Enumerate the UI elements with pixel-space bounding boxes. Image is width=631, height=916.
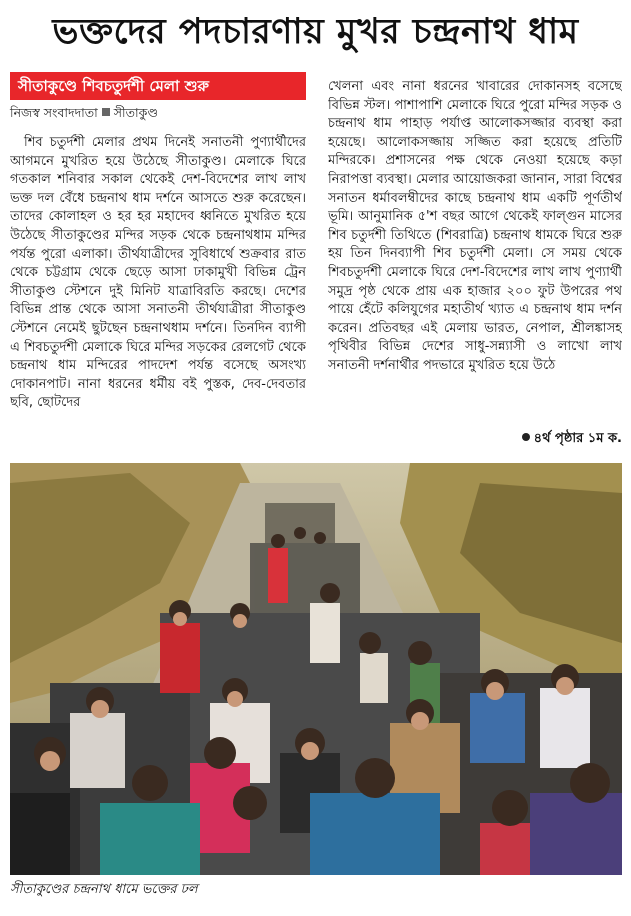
article-body-column-2: খেলনা এবং নানা ধরনের খাবারের দোকানসহ বসেছে বিভিন্ন স্টল। পাশাপাশি মেলাকে ঘিরে পুরো মন্দির সড়ক ও চন্দ্রনাথ ধাম পাহাড় পর্যাপ্ত আলোকসজ্জার ব্যবস্থা করা হয়েছে। আলোকসজ্জায় সজ্জিত করা হয়েছে প্রতিটি মন্দিরকে। প্রশাসনের পক্ষ থেকে নেওয়া হয়েছে কড়া নিরাপত্তা ব্যবস্থা। মেলার আয়োজকরা জানান, সারা বিশ্বের সনাতন ধর্মাবলম্বীদের কাছে চন্দ্রনাথ ধাম একটি পূর্ণতীর্থ ভূমি। আনুমানিক ৫'শ বছর আগে থেকেই ফাল্গুন মাসের শিব চতুর্দশী তিথিতে (শিবরাত্রি) চন্দ্রনাথ ধামকে ঘিরে শুরু হয় তিন দিনব্যাপী শিব চতুর্দশী মেলা। সে সময় থেকে শিবচতুর্দশী মেলাকে ঘিরে দেশ-বিদেশের লাখ লাখ পুণ্যার্থী সমুদ্র পৃষ্ঠ থেকে প্রায় এক হাজার ২০০ ফুট উপরের পথ পায়ে হেঁটে কলিযুগের মহাতীর্থ খ্যাত এ চন্দ্রনাথ ধাম দর্শন করেন। প্রতিবছর এই মেলায় ভারত, নেপাল, শ্রীলঙ্কাসহ পৃথিবীর বিভিন্ন দেশের সাধু-সন্ন্যাসী ও লাখো লাখ সনাতনী দর্শনার্থীর পদভারে মুখরিত হয়ে উঠে xyxy=(328,79,622,373)
headline: ভক্তদের পদচারণায় মুখর চন্দ্রনাথ ধাম xyxy=(52,12,579,52)
article-body-column-1: শিব চতুর্দশী মেলার প্রথম দিনেই সনাতনী পুণ্যার্থীদের আগমনে মুখরিত হয়ে উঠেছে সীতাকুণ্ড। মেলাকে ঘিরে গতকাল শনিবার সকাল থেকেই দেশ-বিদেশের লাখ লাখ ভক্ত দল বেঁধে চন্দ্রনাথ ধাম দর্শনে আসতে শুরু করেছেন। তাদের কোলাহল ও হর হর মহাদেব ধ্বনিতে মুখরিত হয়ে উঠেছে সীতাকুণ্ডের মন্দির সড়ক থেকে চন্দ্রনাথধাম মন্দির পর্যন্ত পুরো এলাকা। তীর্থযাত্রীদের সুবিধার্থে শুক্রবার রাত থেকে চট্টগ্রাম থেকে ছেড়ে আসা ঢাকামুখী বিভিন্ন ট্রেন সীতাকুণ্ড স্টেশনে দুই মিনিট যাত্রাবিরতি করছে। দেশের বিভিন্ন প্রান্ত থেকে আসা সনাতনী তীর্থযাত্রীরা সীতাকুণ্ড স্টেশনে নেমেই ছুটছেন চন্দ্রনাথধাম দর্শনে। তিনদিন ব্যাপী এ শিবচতুর্দশী মেলাকে ঘিরে মন্দির সড়কের রেলগেট থেকে চন্দ্রনাথ ধাম মন্দিরের পাদদেশ পর্যন্ত বসেছে অসংখ্য দোকানপাট। নানা ধরনের ধর্মীয় বই পুস্তক, দেব-দেবতার ছবি, ছোটদের xyxy=(10,135,306,411)
continuation-text: ৪র্থ পৃষ্ঠার ১ম ক. xyxy=(533,431,622,446)
square-separator-icon xyxy=(102,108,110,116)
subheadline: সীতাকুণ্ডে শিবচতুর্দশী মেলা শুরু xyxy=(10,72,306,100)
photo-caption: সীতাকুণ্ডের চন্দ্রনাথ ধামে ভক্তের ঢল xyxy=(10,882,198,897)
continuation-note xyxy=(328,430,622,448)
byline-location: সীতাকুণ্ড xyxy=(113,105,158,120)
byline xyxy=(10,104,306,122)
bullet-icon xyxy=(522,433,530,441)
byline-reporter: নিজস্ব সংবাদদাতা xyxy=(10,105,98,120)
crowd-photo-illustration xyxy=(10,463,622,875)
news-photo xyxy=(10,463,622,875)
